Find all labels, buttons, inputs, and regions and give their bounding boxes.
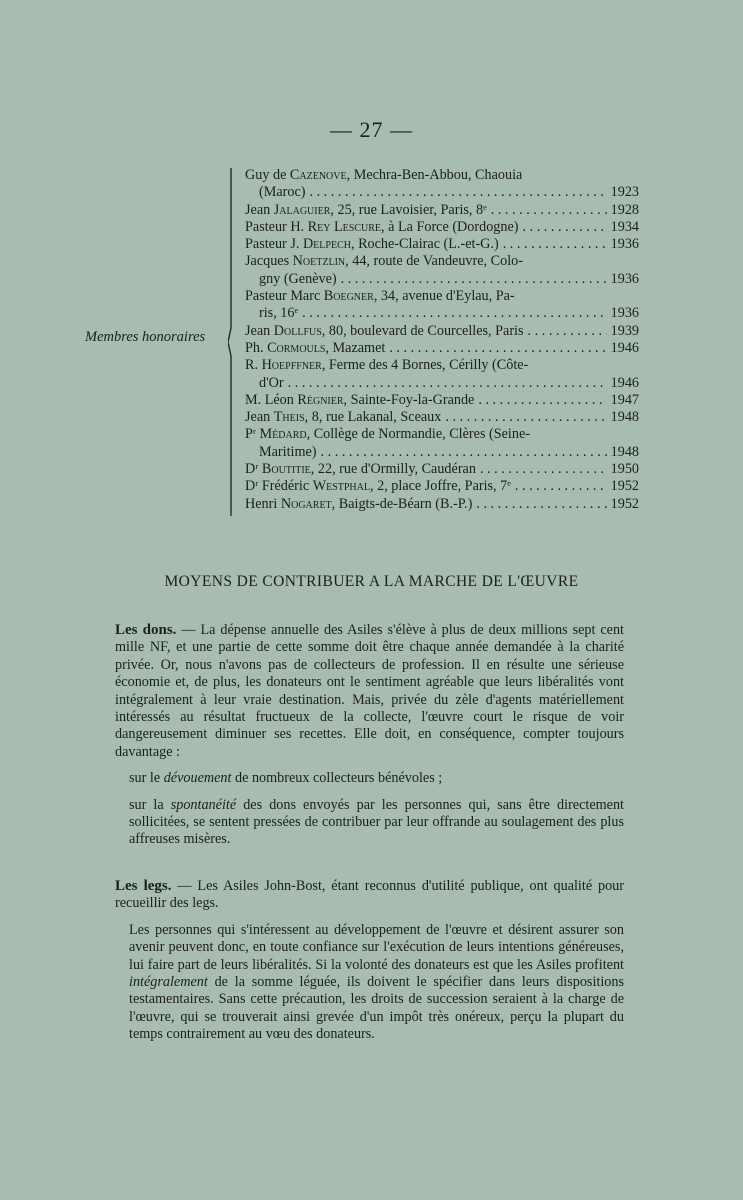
member-text: Dʳ Frédéric Westphal, 2, place Joffre, Paris, 7ᵉ [245,478,511,495]
member-year: 1936 [610,305,639,322]
leader-dots [523,219,607,236]
member-year: 1952 [610,478,639,495]
member-line [245,288,639,305]
member-text: Guy de Cazenove, Mechra-Ben-Abbou, Chaouia [245,167,523,183]
member-line [245,444,639,461]
member-entry [245,392,639,409]
leader-dots [503,236,607,253]
member-year: 1948 [610,443,639,460]
member-entry [245,426,639,461]
leader-dots [515,478,607,495]
member-line [245,496,639,513]
dons-text: — La dépense annuelle des Asiles s'élève à plus de deux millions sept cent mille NF, et une partie de cette somme doit être chaque année demandée à la charité privée. Or, nous n'avons pas de collecteurs de profession. Il en résulte une sérieuse économie et, de plus, les donateurs ont le sentiment agréable que leurs libéralités vont intégralement à leur vraie destination. Mais, privée du zèle d'agents matériellement intéressés au résultat fructueux de la collecte, l'œuvre court le risque de voir dangereusement diminuer ses recettes. Elle doit, en conséquence, compter toujours davantage : [115,622,624,760]
member-surname: Cazenove [289,167,347,183]
member-year: 1950 [610,461,639,478]
member-line [245,409,639,426]
member-year: 1928 [610,201,639,218]
member-text: Jacques Noetzlin, 44, route de Vandeuvre, Colo- [245,253,523,270]
member-line [245,478,639,495]
member-entry [245,340,639,357]
leader-dots [480,461,607,478]
member-line [245,236,639,253]
member-line [245,461,639,478]
member-text: (Maroc) [259,184,306,201]
member-line [245,253,639,270]
dons-paragraph-2: sur le dévouement de nombreux collecteurs bénévoles ; [129,770,443,787]
member-line [245,340,639,357]
member-entry [245,219,639,236]
member-text: Maritime) [259,443,317,460]
member-text: Pʳ Médard, Collège de Normandie, Clères (Seine- [245,426,530,443]
dons-paragraph-3: sur la spontanéité des dons envoyés par les personnes qui, sans être directement sollicitées, se sentent pressées de contribuer par leur offrande au soulagement des plus affreuses misères. [129,796,624,848]
member-surname: Delpech [302,236,351,253]
member-entry [245,202,639,219]
leader-dots [491,202,607,219]
legs-section [115,878,624,1053]
member-text: Pasteur H. Rey Lescure, à La Force (Dordogne) [245,218,519,235]
member-line [245,392,639,409]
member-line [245,202,639,219]
member-surname: Médard [259,426,307,443]
member-surname: Hoepffner [261,357,322,374]
member-surname: Westphal [312,478,370,495]
member-line [245,219,639,236]
legs-paragraph-2: Les personnes qui s'intéressent au développement de l'œuvre et désirent assurer son avenir peuvent donc, en toute confiance sur l'exécution de leurs intentions généreuses, lui faire part de leurs libéralités. Si la volonté des donateurs est que les Asiles profitent intégralement de la somme léguée, ils doivent le spécifier dans leurs dispositions testamentaires. Sans cette précaution, les droits de succession seraient à la charge de l'œuvre, qui se trouverait ainsi grevée d'un impôt très onéreux, perçu la plupart du temps contrairement au vœu des donateurs. [129,921,624,1043]
leader-dots [445,409,606,426]
honorary-members-label: Membres honoraires [85,329,206,345]
member-line [245,271,639,288]
honorary-members-list [245,167,639,513]
member-entry [245,323,639,340]
member-entry [245,496,639,513]
member-text: Pasteur J. Delpech, Roche-Clairac (L.-et-G.) [245,236,499,253]
member-text: Pasteur Marc Boegner, 34, avenue d'Eylau, Pa- [245,288,515,305]
member-text: Henri Nogaret, Baigts-de-Béarn (B.-P.) [245,495,473,512]
member-year: 1923 [610,184,639,201]
member-text: Dʳ Boutitie, 22, rue d'Ormilly, Caudéran [245,461,476,478]
member-text: gny (Genève) [259,270,337,287]
member-year: 1947 [610,391,639,408]
member-surname: Régnier [297,391,344,408]
member-surname: Boutitie [261,461,311,478]
member-text: Ph. Cormouls, Mazamet [245,339,386,356]
leader-dots [288,375,607,392]
member-year: 1952 [610,495,639,512]
member-line [245,375,639,392]
member-entry [245,288,639,323]
dons-section [115,622,624,858]
member-text: Jean Theis, 8, rue Lakanal, Sceaux [245,409,442,426]
leader-dots [302,305,607,322]
member-year: 1939 [610,322,639,339]
member-surname: Cormouls [267,339,326,356]
member-year: 1934 [610,218,639,235]
page-number: — 27 — [330,117,413,142]
member-line [245,323,639,340]
legs-text: — Les Asiles John-Bost, étant reconnus d'utilité publique, ont qualité pour recueillir des legs. [115,878,624,912]
member-entry [245,167,639,202]
legs-paragraph-1 [115,878,624,913]
member-text: M. Léon Régnier, Sainte-Foy-la-Grande [245,391,475,408]
section-title: MOYENS DE CONTRIBUER A LA MARCHE DE L'ŒUVRE [164,573,579,590]
member-surname: Theis [273,409,305,426]
leader-dots [389,340,606,357]
member-surname: Dollfus [273,322,322,339]
leader-dots [309,184,606,201]
member-entry [245,461,639,478]
member-entry [245,478,639,495]
member-entry [245,253,639,288]
leader-dots [478,392,606,409]
dons-emphasis-devouement: dévouement [163,770,232,787]
member-entry [245,357,639,392]
leader-dots [321,444,607,461]
dons-heading: Les dons. [115,622,177,638]
member-text: R. Hoepffner, Ferme des 4 Bornes, Cérilly (Côte- [245,357,529,374]
dons-paragraph-1 [115,622,624,761]
member-line [245,167,639,184]
member-surname: Boegner [323,288,374,305]
member-line [245,184,639,201]
member-text: Jean Dollfus, 80, boulevard de Courcelles, Paris [245,322,524,339]
leader-dots [476,496,606,513]
member-year: 1948 [610,409,639,426]
member-year: 1946 [610,374,639,391]
member-line [245,357,639,374]
member-surname: Noetzlin [292,253,346,270]
member-line [245,305,639,322]
leader-dots [528,323,607,340]
member-year: 1936 [610,270,639,287]
legs-heading: Les legs. [115,878,172,894]
member-text: Jean Jalaguier, 25, rue Lavoisier, Paris, 8ᵉ [245,201,487,218]
member-entry [245,236,639,253]
member-text: d'Or [259,374,284,391]
legs-emphasis-integralement: intégralement [129,974,208,991]
member-surname: Rey Lescure [307,218,382,235]
dons-emphasis-spontaneite: spontanéité [170,796,237,813]
member-year: 1936 [610,236,639,253]
member-text: ris, 16ᵉ [259,305,299,322]
leader-dots [341,271,607,288]
member-surname: Nogaret [280,495,332,512]
member-surname: Jalaguier [273,201,331,218]
bracket-line [228,168,234,516]
member-year: 1946 [610,339,639,356]
member-entry [245,409,639,426]
member-line [245,426,639,443]
